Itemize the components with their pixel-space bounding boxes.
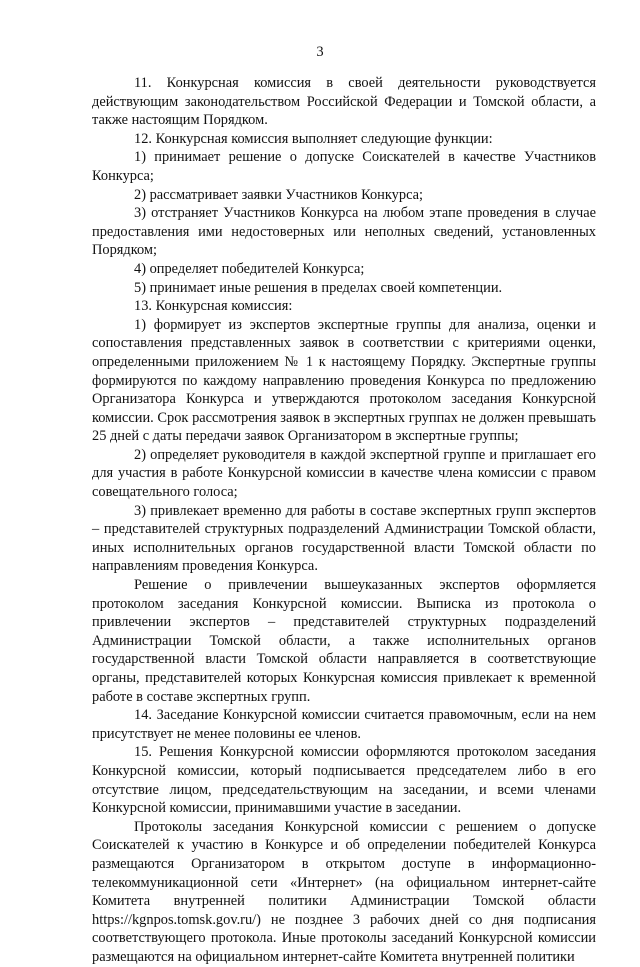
paragraph-13: 13. Конкурсная комиссия: <box>134 298 293 315</box>
paragraph-12-item-1: 1) принимает решение о допуске Соискателей в качестве Участников Конкурса; <box>92 149 596 184</box>
paragraph-13-item-2: 2) определяет руководителя в каждой экспертной группе и приглашает его для участия в работе Конкурсной комиссии в качестве члена комиссии с правом совещательного голоса; <box>92 446 596 501</box>
paragraph-12-item-2: 2) рассматривает заявки Участников Конкурса; <box>134 186 424 203</box>
paragraph-12-item-5: 5) принимает иные решения в пределах своей компетенции. <box>134 279 503 296</box>
page-number: 3 <box>316 44 324 60</box>
paragraph-experts-decision: Решение о привлечении вышеуказанных экспертов оформляется протоколом заседания Конкурсной комиссии. Выписка из протокола о привлечении экспертов – представителей структурных подразделений Администрации Томской области, а также исполнительных органов государственной власти Томской области направляется в соответствующие органы, представителей которых Конкурсная комиссия привлекает к временной работе в составе экспертных групп. <box>92 577 596 705</box>
paragraph-14: 14. Заседание Конкурсной комиссии считается правомочным, если на нем присутствует не менее половины ее членов. <box>92 707 596 742</box>
paragraph-13-item-1: 1) формирует из экспертов экспертные группы для анализа, оценки и сопоставления представленных заявок в соответствии с критериями оценки, определенными приложением № 1 к настоящему Порядку. Экспертные группы формируются по каждому направлению проведения Конкурса по предложению Организатора Конкурса и утверждаются протоколом заседания Конкурсной комиссии. Срок рассмотрения заявок в экспертных группах не должен превышать 25 дней с даты передачи заявок Организатором в экспертные группы; <box>92 316 596 445</box>
paragraph-11: 11. Конкурсная комиссия в своей деятельности руководствуется действующим законодательством Российской Федерации и Томской области, а также настоящим Порядком. <box>92 75 596 129</box>
document-body <box>92 74 596 967</box>
paragraph-12-item-4: 4) определяет победителей Конкурса; <box>134 260 365 277</box>
paragraph-15: 15. Решения Конкурсной комиссии оформляются протоколом заседания Конкурсной комиссии, который подписывается председателем либо в его отсутствие лицом, председательствующим на заседании, и всеми членами Конкурсной комиссии, принимавшими участие в заседании. <box>92 744 596 817</box>
paragraph-12-item-3: 3) отстраняет Участников Конкурса на любом этапе проведения в случае предоставления ими недостоверных или неполных сведений, установленных Порядком; <box>92 205 596 259</box>
paragraph-13-item-3: 3) привлекает временно для работы в составе экспертных групп экспертов – представителей структурных подразделений Администрации Томской области, иных исполнительных органов государственной власти Томской области по направлениям проведения Конкурса. <box>92 502 596 575</box>
paragraph-protocols: Протоколы заседания Конкурсной комиссии с решением о допуске Соискателей к участию в Конкурсе и об определении победителей Конкурса размещаются Организатором в открытом доступе в информационно-телекоммуникационной сети «Интернет» (на официальном интернет-сайте Комитета внутренней политики Администрации Томской области https://kgnpos.tomsk.gov.ru/) не позднее 3 рабочих дней со дня подписания соответствующего протокола. Иные протоколы заседаний Конкурсной комиссии размещаются на официальном интернет-сайте Комитета внутренней политики <box>92 818 596 965</box>
paragraph-12: 12. Конкурсная комиссия выполняет следующие функции: <box>134 130 493 147</box>
